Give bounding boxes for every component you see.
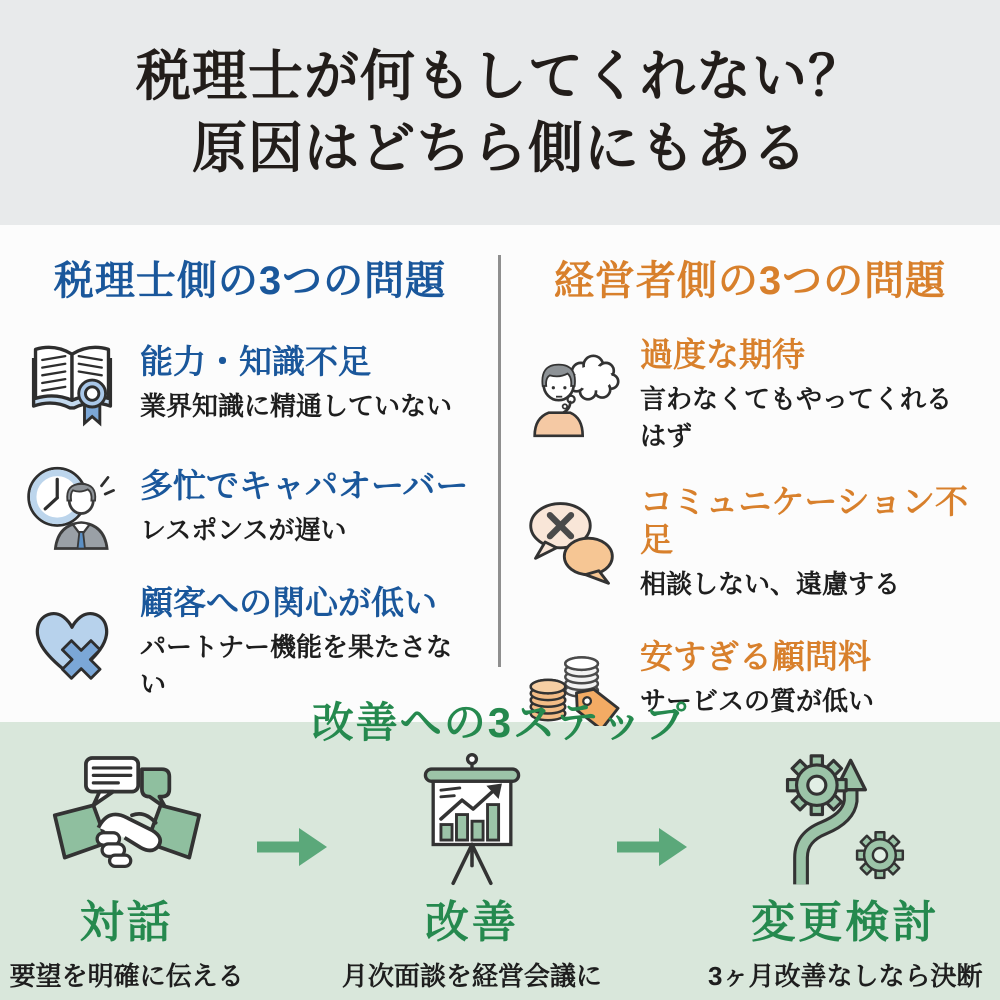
step-improvement [331, 752, 612, 993]
page-title [136, 41, 864, 184]
left-column-heading: 税理士側の3つの問題 [53, 259, 447, 303]
item-text [140, 343, 452, 423]
item-title: 過度な期待 [640, 336, 805, 373]
item-description: 相談しない、遠慮する [640, 568, 901, 599]
clock-businessman-icon [24, 460, 120, 554]
handshake-icon [52, 752, 202, 886]
steps-heading: 改善への3ステップ [311, 699, 689, 746]
problems-section [0, 225, 1000, 722]
business-owner-problems-column [500, 225, 1000, 722]
step-description: 要望を明確に伝える [9, 961, 244, 991]
step-title: 改善 [424, 898, 519, 947]
page-title-line2: 原因はどちら側にもある [191, 116, 808, 179]
header-banner [0, 0, 1000, 225]
item-title: コミュニケーション不足 [640, 482, 969, 558]
list-item [24, 336, 476, 430]
list-item [524, 336, 976, 453]
step-description: 3ヶ月改善なしなら決断 [708, 961, 983, 991]
column-divider [498, 255, 501, 667]
item-description: レスポンスが遅い [140, 514, 347, 545]
step-title: 対話 [79, 898, 174, 947]
presentation-chart-icon [411, 752, 533, 886]
heart-x-icon [24, 595, 120, 689]
steps-row [0, 752, 1000, 993]
tax-accountant-problems-column [0, 225, 500, 722]
item-text [640, 483, 976, 601]
item-title: 顧客への関心が低い [140, 584, 437, 621]
item-description: サービスの質が低い [640, 685, 875, 716]
right-column-heading: 経営者側の3つの問題 [553, 259, 947, 303]
list-item [24, 584, 476, 701]
thinking-person-icon [524, 347, 620, 441]
step-title: 変更検討 [751, 898, 940, 947]
item-title: 多忙でキャパオーバー [140, 467, 469, 505]
item-description: パートナー機能を果たさない [140, 631, 453, 699]
right-arrow-icon [253, 822, 331, 872]
book-medal-icon [24, 336, 120, 430]
item-title: 能力・知識不足 [140, 343, 371, 381]
right-arrow-icon [613, 822, 691, 872]
item-description: 言わなくてもやってくれるはず [640, 383, 953, 451]
gears-arrow-icon [783, 752, 907, 886]
list-item [24, 460, 476, 554]
item-title: 安すぎる顧問料 [640, 637, 871, 675]
step-description: 月次面談を経営会議に [341, 961, 602, 991]
item-description: 業界知識に精通していない [140, 390, 453, 421]
step-dialogue [0, 752, 253, 993]
page-title-line1: 税理士が何もしてくれない？ [135, 45, 864, 107]
speech-bubbles-x-icon [524, 495, 620, 589]
item-text [140, 467, 468, 547]
list-item [524, 483, 976, 601]
step-reconsider [691, 752, 1000, 993]
item-text [140, 584, 476, 701]
item-text [640, 336, 976, 453]
